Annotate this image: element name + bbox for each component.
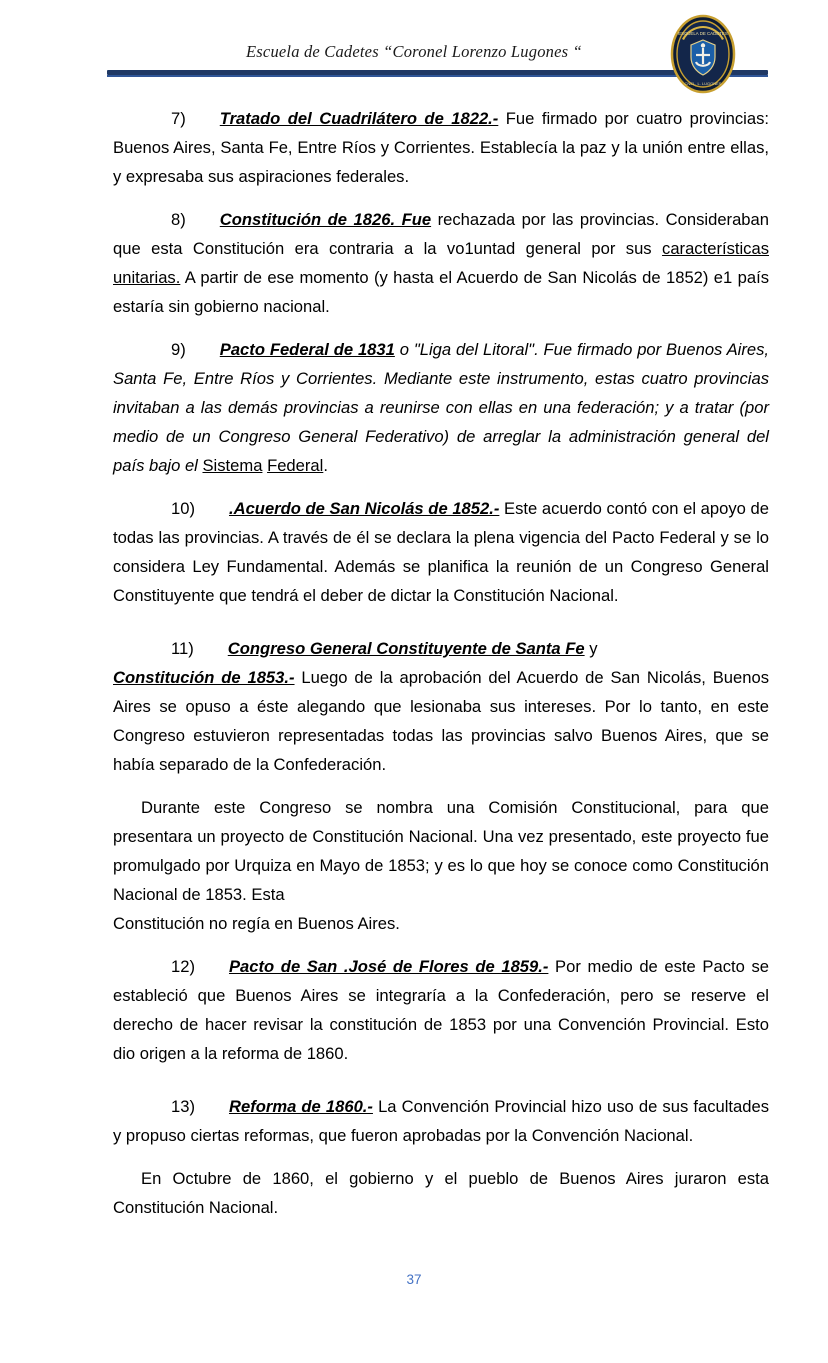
paragraph-13-text: La Convención Provincial hizo uso de sus facultades y propuso ciertas reformas, que fueron aprobadas por la Convención Nacional. bbox=[113, 1097, 770, 1145]
paragraph-closing-text: En Octubre de 1860, el gobierno y el pueblo de Buenos Aires juraron esta Constitución Nacional. bbox=[113, 1169, 769, 1217]
list-number-11: 11) bbox=[171, 639, 194, 658]
svg-text:CNEL. L. LUGONES: CNEL. L. LUGONES bbox=[684, 81, 722, 86]
list-number-8: 8) bbox=[171, 210, 186, 229]
paragraph-closing bbox=[113, 1164, 769, 1222]
paragraph-12-heading: Pacto de San .José de Flores de 1859.- bbox=[228, 957, 549, 976]
paragraph-10-text: Este acuerdo contó con el apoyo de todas las provincias. A través de él se declara la plena vigencia del Pacto Federal y se lo considera Ley Fundamental. Además se planifica la reunión de un Congreso General Constituyente que tendrá el deber de dictar la Constitución Nacional. bbox=[113, 499, 769, 605]
list-number-7: 7) bbox=[171, 109, 186, 128]
paragraph-7-text: Fue firmado por cuatro provincias: Buenos Aires, Santa Fe, Entre Ríos y Corrientes. Establecía la paz y la unión entre ellas, y expresaba sus aspiraciones federales. bbox=[113, 109, 769, 186]
svg-text:ESCUELA DE CADETES: ESCUELA DE CADETES bbox=[678, 31, 728, 36]
page-number: 37 bbox=[406, 1272, 422, 1287]
header-divider bbox=[107, 70, 768, 75]
paragraph-9 bbox=[113, 335, 769, 480]
paragraph-13 bbox=[113, 1092, 769, 1150]
list-number-10: 10) bbox=[171, 499, 195, 518]
paragraph-9-underline-a: Sistema bbox=[202, 456, 263, 475]
paragraph-11-heading-2: Constitución de 1853.- bbox=[113, 668, 295, 687]
paragraph-10 bbox=[113, 494, 769, 610]
paragraph-11-line-2 bbox=[113, 663, 769, 779]
paragraph-8-underline-a: características bbox=[662, 239, 769, 258]
list-number-12: 12) bbox=[171, 957, 195, 976]
paragraph-13-heading: Reforma de 1860.- bbox=[228, 1097, 373, 1116]
paragraph-12 bbox=[113, 952, 769, 1068]
paragraph-11-line-1 bbox=[113, 634, 769, 663]
page-header bbox=[0, 0, 828, 96]
paragraph-8-text-a: rechazada por las provincias. Consideraban que esta Constitución era contraria a la vo1untad general por sus bbox=[113, 210, 769, 258]
escuela-de-cadetes-crest-icon bbox=[670, 14, 736, 94]
paragraph-12-intro-tail bbox=[113, 909, 769, 938]
paragraph-10-heading: .Acuerdo de San Nicolás de 1852.- bbox=[228, 499, 500, 518]
paragraph-12-intro bbox=[113, 793, 769, 909]
list-number-9: 9) bbox=[171, 340, 186, 359]
document-body bbox=[113, 104, 769, 1236]
paragraph-8-text-b: A partir de ese momento (y hasta el Acuerdo de San Nicolás de 1852) e1 país estaría sin gobierno nacional. bbox=[113, 268, 769, 316]
paragraph-11-text-b: Luego de la aprobación del Acuerdo de San Nicolás, Buenos Aires se opuso a éste alegando que lesionaba sus intereses. Por lo tanto, en este Congreso estuvieron representadas todas las provincias salvo Buenos Aires, que se había separado de la Confederación. bbox=[113, 668, 770, 774]
paragraph-9-text-a: o "Liga del Litoral". Fue firmado por Buenos Aires, Santa Fe, Entre Ríos y Corrientes. Mediante este instrumento, estas cuatro provincias invitaban a las demás provincias a reunirse con ellas en una federación; y a tratar (por medio de un Congreso General Federativo) de arreglar la administración general del país bajo el bbox=[113, 340, 770, 475]
paragraph-7 bbox=[113, 104, 769, 191]
paragraph-9-text-b: . bbox=[323, 456, 328, 475]
paragraph-9-underline-b: Federal bbox=[267, 456, 324, 475]
list-number-13: 13) bbox=[171, 1097, 195, 1116]
paragraph-11-text-a: y bbox=[584, 639, 598, 658]
paragraph-12-intro-text-b: Constitución no regía en Buenos Aires. bbox=[113, 914, 400, 933]
paragraph-11-heading: Congreso General Constituyente de Santa Fe bbox=[227, 639, 585, 658]
paragraph-9-heading: Pacto Federal de 1831 bbox=[219, 340, 395, 359]
paragraph-7-heading: Tratado del Cuadrilátero de 1822.- bbox=[219, 109, 499, 128]
header-title: Escuela de Cadetes “Coronel Lorenzo Lugones “ bbox=[246, 42, 582, 61]
paragraph-8 bbox=[113, 205, 769, 321]
paragraph-8-underline-b: unitarias. bbox=[113, 268, 181, 287]
paragraph-12-text: Por medio de este Pacto se estableció que Buenos Aires se integraría a la Confederación, pero se reserve el derecho de hacer revisar la constitución de 1853 por una Convención Provincial. Esto dio origen a la reforma de 1860. bbox=[113, 957, 769, 1063]
paragraph-12-intro-text: Durante este Congreso se nombra una Comisión Constitucional, para que presentara un proyecto de Constitución Nacional. Una vez presentado, este proyecto fue promulgado por Urquiza en Mayo de 1853; y es lo que hoy se conoce como Constitución Nacional de 1853. Esta bbox=[113, 798, 769, 904]
paragraph-8-heading: Constitución de 1826. Fue bbox=[219, 210, 432, 229]
